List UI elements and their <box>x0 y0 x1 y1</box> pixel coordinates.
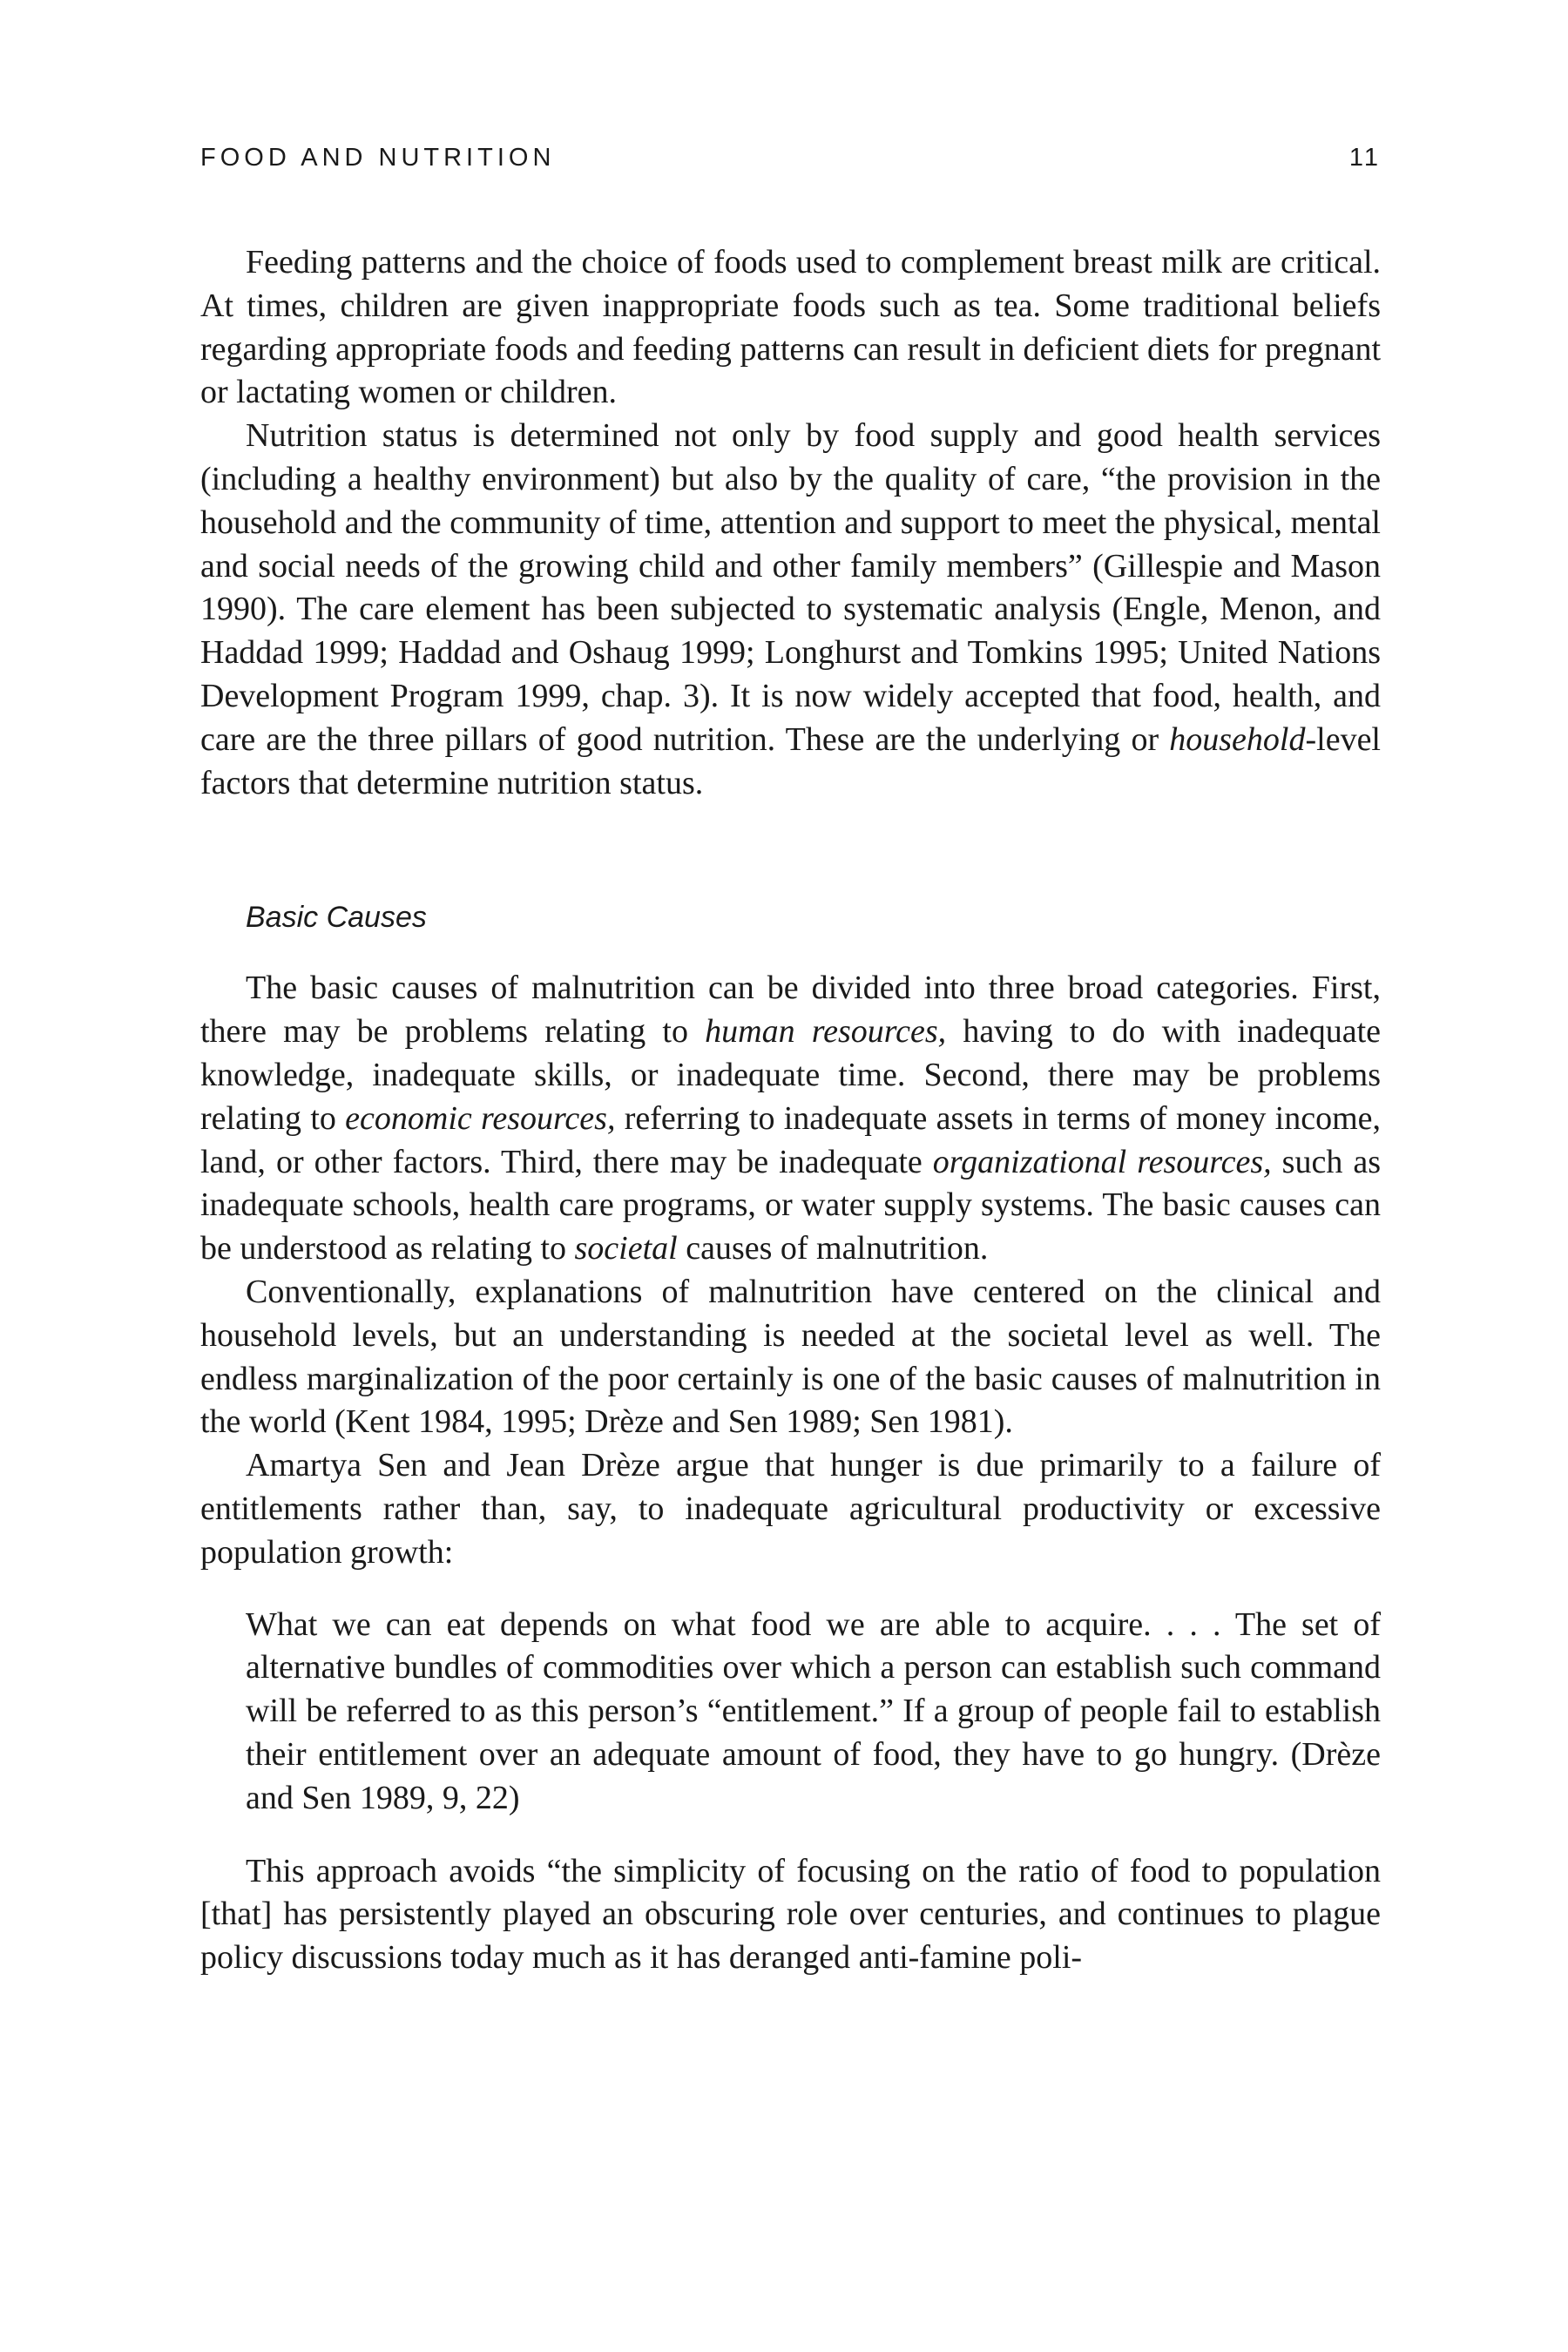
emphasis-societal: societal <box>574 1230 678 1267</box>
running-title: FOOD AND NUTRITION <box>200 144 556 172</box>
paragraph-conventionally: Conventionally, explanations of malnutrition have centered on the clinical and household levels, but an understanding is needed at the societal level as well. The endless marginalization of the poor certainly is one of the basic causes of malnutrition in the world (Kent 1984, 1995; Drèze and Sen 1989; Sen 1981). <box>200 1273 1381 1441</box>
paragraph-text: -level factors that determine nutrition status. <box>200 720 1381 801</box>
emphasis-organizational-resources: organizational resources, <box>932 1143 1272 1180</box>
paragraph-basic-causes <box>200 967 1381 1271</box>
body-text <box>200 241 1381 1980</box>
paragraph-text: The basic causes of malnutrition can be divided into three broad categories. First, there may be problems relating to <box>200 970 1381 1051</box>
paragraph-text: having to do with inadequate knowledge, inadequate skills, or inadequate time. Second, there may be problems relating to <box>200 1013 1382 1137</box>
paragraph-text: Nutrition status is determined not only by food supply and good health services (including a healthy environment) but also by the quality of care, “the provision in the household and the community of time, attention and support to meet the physical, mental and social needs of the growing child and other family members” (Gillespie and Mason 1990). The care element has been subjected to systematic analysis (Engle, Menon, and Haddad 1999; Haddad and Oshaug 1999; Longhurst and Tomkins 1995; United Nations Development Program 1999, chap. 3). It is now widely accepted that food, health, and care are the three pillars of good nutrition. These are the underlying or <box>200 417 1381 758</box>
paragraph-text: causes of malnutrition. <box>677 1230 989 1267</box>
running-head <box>200 144 1381 182</box>
book-page <box>200 144 1381 1980</box>
paragraph-text: such as inadequate schools, health care programs, or water supply systems. The basic causes can be understood as relating to <box>200 1143 1382 1267</box>
paragraph-nutrition-status <box>200 415 1381 805</box>
section-heading: Basic Causes <box>246 901 427 935</box>
block-quote <box>246 1604 1381 1821</box>
paragraph-feeding-patterns: Feeding patterns and the choice of foods used to complement breast milk are critical. At times, children are given inappropriate foods such as tea. Some traditional beliefs regarding appropriate foods and feeding patterns can result in deficient diets for pregnant or lactating women or children. <box>200 244 1381 411</box>
emphasis-household: household <box>1169 720 1306 758</box>
block-quote-text: What we can eat depends on what food we are able to acquire. . . . The set of alternative bundles of commodities over which a person can establish such command will be referred to as this person’s “entitlement.” If a group of people fail to establish their entitlement over an adequate amount of food, they have to go hungry. (Drèze and Sen 1989, 9, 22) <box>246 1605 1381 1816</box>
emphasis-human-resources: human resources, <box>705 1013 947 1051</box>
paragraph-text: referring to inadequate assets in terms of money income, land, or other factors. Third, there may be inadequate <box>200 1099 1382 1180</box>
page-number: 11 <box>1348 144 1381 172</box>
emphasis-economic-resources: economic resources, <box>345 1099 616 1137</box>
paragraph-sen-dreze: Amartya Sen and Jean Drèze argue that hunger is due primarily to a failure of entitlements rather than, say, to inadequate agricultural productivity or excessive population growth: <box>200 1447 1381 1571</box>
paragraph-approach: This approach avoids “the simplicity of focusing on the ratio of food to population [that] has persistently played an obscuring role over centuries, and continues to plague policy discussions today much as it has deranged anti-famine poli- <box>200 1852 1381 1977</box>
